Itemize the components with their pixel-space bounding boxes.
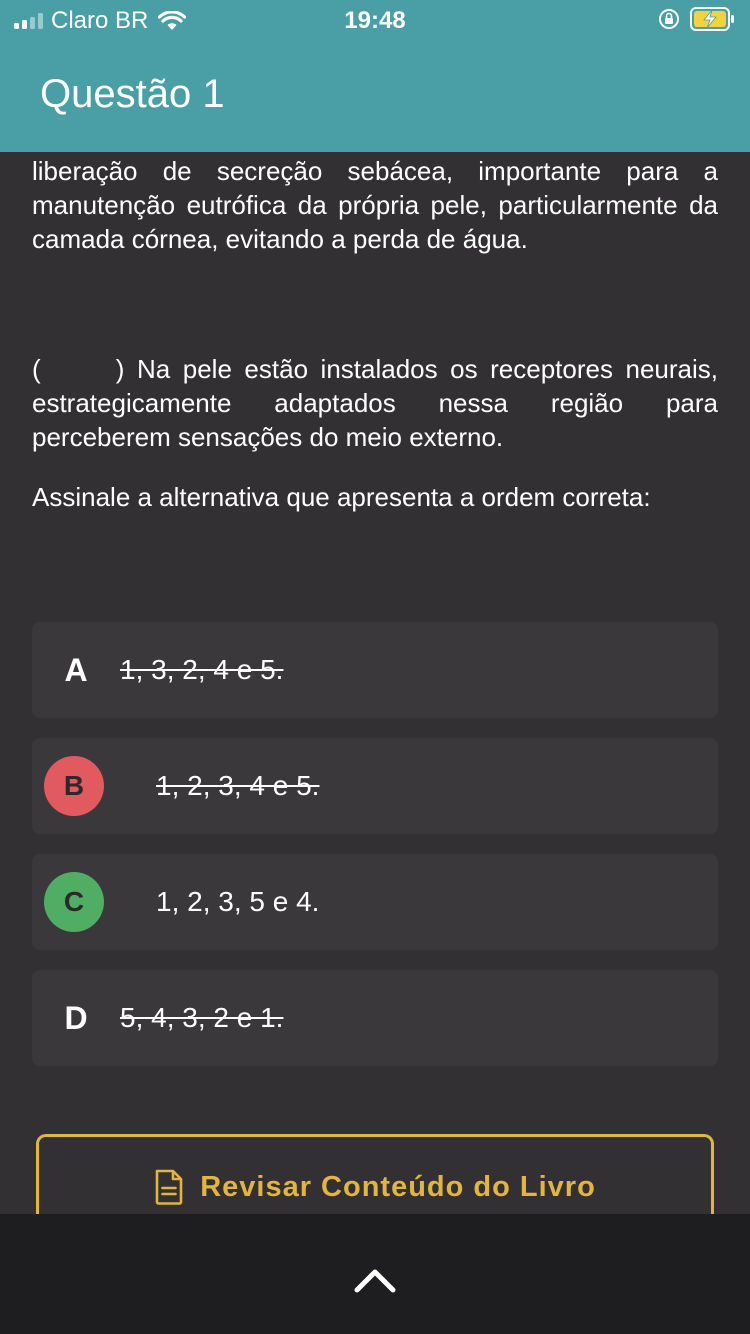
option-c[interactable] bbox=[32, 854, 718, 950]
document-icon bbox=[154, 1169, 184, 1205]
incorrect-badge: B bbox=[44, 756, 104, 816]
status-bar bbox=[0, 0, 750, 42]
option-b[interactable] bbox=[32, 738, 718, 834]
app-header bbox=[0, 42, 750, 152]
status-right bbox=[658, 7, 736, 31]
page-title: Questão 1 bbox=[40, 72, 225, 116]
battery-charging-icon bbox=[690, 7, 736, 31]
option-text: 5, 4, 3, 2 e 1. bbox=[120, 1002, 284, 1033]
option-letter: A bbox=[64, 651, 88, 688]
question-paragraph: liberação de secreção sebácea, importante para a manutenção eutrófica da própria pele, particularmente da camada córnea, evitando a perda de água. bbox=[32, 156, 718, 254]
option-text: 1, 2, 3, 5 e 4. bbox=[156, 886, 320, 917]
option-text: 1, 2, 3, 4 e 5. bbox=[156, 770, 320, 801]
carrier-name: Claro BR bbox=[51, 7, 149, 34]
orientation-lock-icon bbox=[658, 8, 680, 30]
option-letter: D bbox=[64, 999, 88, 1036]
review-button-content bbox=[154, 1167, 596, 1207]
review-button-label: Revisar Conteúdo do Livro bbox=[200, 1170, 596, 1203]
question-statement bbox=[32, 352, 718, 454]
statement-blank: ( ) bbox=[32, 354, 125, 384]
question-prompt: Assinale a alternativa que apresenta a ordem correta: bbox=[32, 482, 651, 512]
status-time: 19:48 bbox=[344, 7, 406, 34]
option-d[interactable] bbox=[32, 970, 718, 1066]
chevron-up-icon[interactable] bbox=[353, 1266, 397, 1294]
statement-text: Na pele estão instalados os receptores neurais, estrategicamente adaptados nessa região para perceberem sensações do meio externo. bbox=[32, 354, 718, 452]
correct-badge: C bbox=[44, 872, 104, 932]
option-a[interactable] bbox=[32, 622, 718, 718]
bottom-bar bbox=[0, 1214, 750, 1334]
option-text: 1, 3, 2, 4 e 5. bbox=[120, 654, 284, 685]
